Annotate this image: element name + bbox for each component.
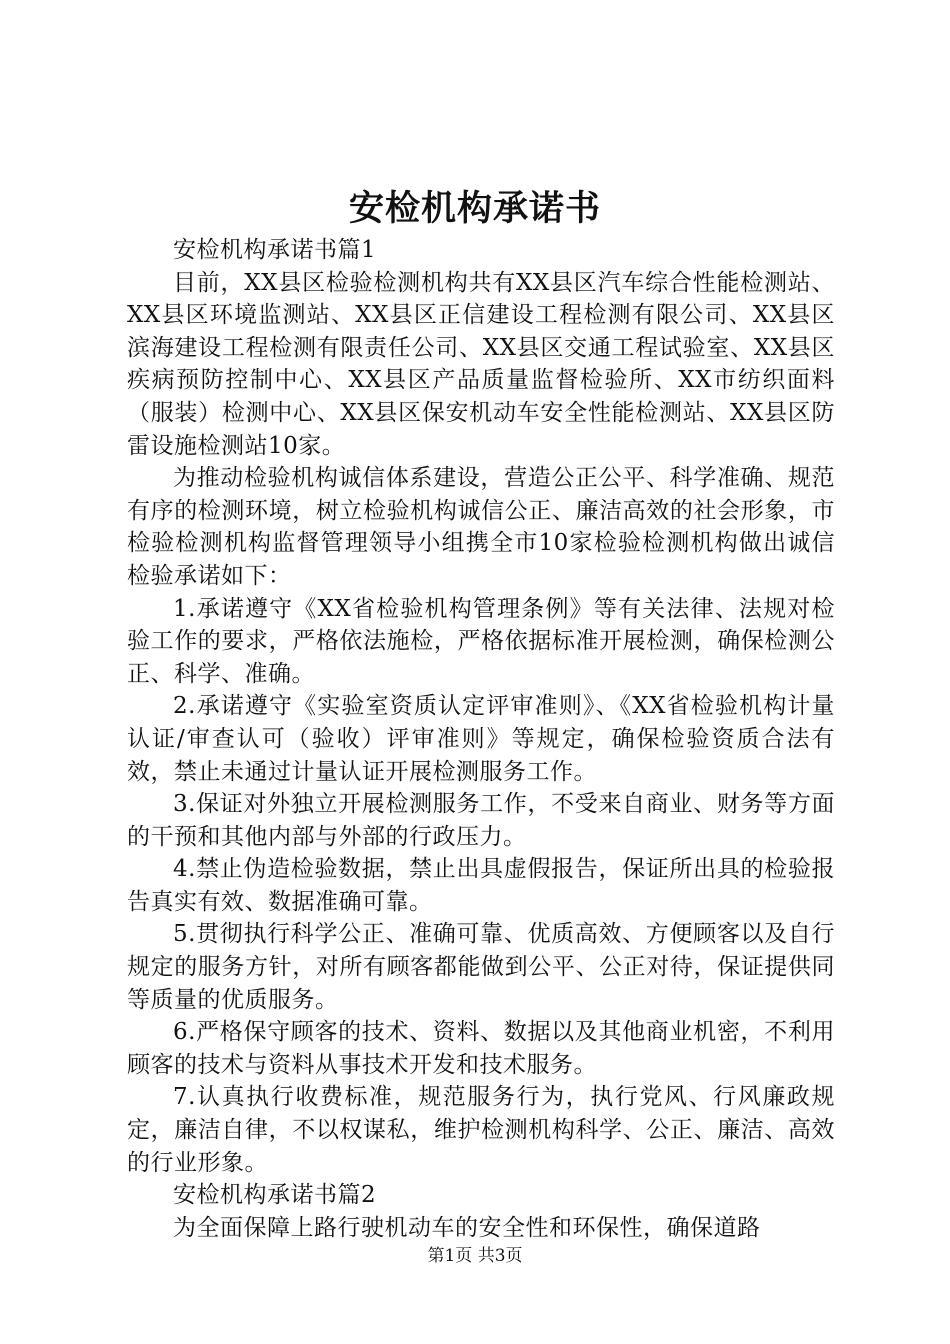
- list-item: 2.承诺遵守《实验室资质认定评审准则》、《XX省检验机构计量认证/审查认可（验收）评审准则》等规定，确保检验资质合法有效，禁止未通过计量认证开展检测服务工作。: [127, 693, 835, 785]
- document-title: 安检机构承诺书: [348, 188, 601, 229]
- list-item: 3.保证对外独立开展检测服务工作，不受来自商业、财务等方面的干预和其他内部与外部的行政压力。: [127, 791, 835, 850]
- page-number-footer: 第1页 共3页: [427, 1246, 523, 1266]
- list-item: 7.认真执行收费标准，规范服务行为，执行党风、行风廉政规定，廉洁自律，不以权谋私，维护检测机构科学、公正、廉洁、高效的行业形象。: [127, 1084, 835, 1176]
- list-item: 5.贯彻执行科学公正、准确可靠、优质高效、方便顾客以及自行规定的服务方针，对所有顾客都能做到公平、公正对待，保证提供同等质量的优质服务。: [127, 921, 835, 1013]
- body-paragraph: 为推动检验机构诚信体系建设，营造公正公平、科学准确、规范有序的检测环境，树立检验机构诚信公正、廉洁高效的社会形象，市检验检测机构监督管理领导小组携全市10家检验检测机构做出诚信检验承诺如下：: [127, 465, 835, 589]
- list-item: 1.承诺遵守《XX省检验机构管理条例》等有关法律、法规对检验工作的要求，严格依法施检，严格依据标准开展检测，确保检测公正、科学、准确。: [127, 595, 835, 687]
- document-body: [127, 234, 835, 1244]
- list-item: 4.禁止伪造检验数据，禁止出具虚假报告，保证所出具的检验报告真实有效、数据准确可靠。: [127, 856, 835, 915]
- section-heading: 安检机构承诺书篇1: [173, 237, 377, 263]
- body-paragraph: 目前，XX县区检验检测机构共有XX县区汽车综合性能检测站、XX县区环境监测站、XX县区正信建设工程检测有限公司、XX县区滨海建设工程检测有限责任公司、XX县区交通工程试验室、XX县区疾病预防控制中心、XX县区产品质量监督检验所、XX市纺织面料（服装）检测中心、XX县区保安机动车安全性能检测站、XX县区防雷设施检测站10家。: [127, 269, 835, 459]
- list-item: 6.严格保守顾客的技术、资料、数据以及其他商业机密，不利用顾客的技术与资料从事技术开发和技术服务。: [127, 1019, 835, 1078]
- section-heading: 安检机构承诺书篇2: [173, 1182, 377, 1209]
- body-paragraph: 为全面保障上路行驶机动车的安全性和环保性，确保道路: [173, 1214, 761, 1241]
